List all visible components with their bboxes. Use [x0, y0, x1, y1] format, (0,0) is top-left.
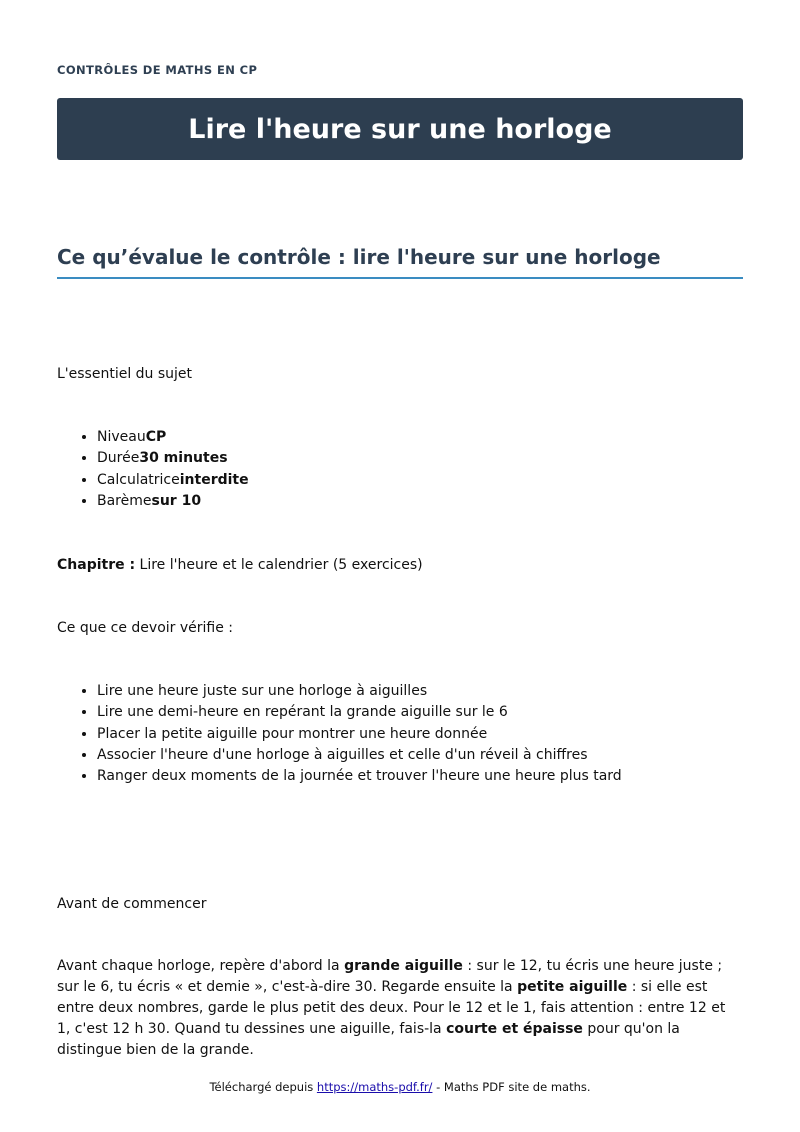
- item-value: CP: [145, 429, 167, 445]
- bold-run: courte et épaisse: [446, 1021, 583, 1037]
- verifie-label: Ce que ce devoir vérifie :: [57, 620, 234, 636]
- document-kicker: CONTRÔLES DE MATHS EN CP: [57, 63, 258, 77]
- list-item: • Lire une heure juste sur une horloge à aiguilles: [97, 681, 622, 702]
- chapitre-text: Lire l'heure et le calendrier (5 exercices): [135, 557, 423, 573]
- section-title: Ce qu’évalue le contrôle : lire l'heure sur une horloge: [57, 245, 743, 279]
- footer-suffix: - Maths PDF site de maths.: [432, 1080, 591, 1094]
- text-run: : sur le 12, tu écris une heure juste ; sur le 6, tu écris « et demie », c'est-à-dire 30. Regarde ensuite la: [57, 958, 723, 995]
- item-label: Calculatrice: [97, 471, 180, 488]
- list-item: [97, 491, 249, 512]
- chapitre-line: [57, 555, 423, 576]
- item-label: Durée: [97, 450, 140, 467]
- footer-link[interactable]: https://maths-pdf.fr/: [316, 1080, 433, 1094]
- list-item: [97, 470, 249, 491]
- text-run: Avant chaque horloge, repère d'abord la: [57, 958, 345, 974]
- text-run: pour qu'on la distingue bien de la grande.: [57, 1021, 680, 1058]
- avant-label: Avant de commencer: [57, 896, 207, 912]
- item-value: sur 10: [151, 492, 202, 509]
- instructions-paragraph: [57, 956, 743, 1061]
- page-footer: [0, 1080, 800, 1094]
- list-item: [97, 448, 249, 469]
- item-value: interdite: [179, 471, 249, 488]
- essentiel-list: [57, 427, 249, 512]
- bold-run: grande aiguille: [344, 958, 463, 974]
- chapitre-label: Chapitre :: [57, 557, 136, 573]
- list-item: • Associer l'heure d'une horloge à aiguilles et celle d'un réveil à chiffres: [97, 745, 622, 766]
- verifie-list: [57, 681, 622, 787]
- bold-run: petite aiguille: [517, 979, 628, 995]
- item-label: Barème: [97, 492, 152, 509]
- item-value: 30 minutes: [139, 450, 228, 467]
- page-title: Lire l'heure sur une horloge: [188, 113, 612, 145]
- list-item: • Lire une demi-heure en repérant la grande aiguille sur le 6: [97, 702, 622, 723]
- item-label: Niveau: [97, 429, 146, 445]
- list-item: • Placer la petite aiguille pour montrer une heure donnée: [97, 724, 622, 745]
- text-run: : si elle est entre deux nombres, garde le plus petit des deux. Pour le 12 et le 1, fais attention : entre 12 et 1, c'est 12 h 30. Quand tu dessines une aiguille, fais-la: [57, 979, 726, 1037]
- footer-prefix: Téléchargé depuis: [209, 1080, 317, 1094]
- list-item: • Ranger deux moments de la journée et trouver l'heure une heure plus tard: [97, 766, 622, 787]
- title-banner: [57, 98, 743, 160]
- essentiel-label: L'essentiel du sujet: [57, 366, 193, 382]
- list-item: [97, 427, 249, 448]
